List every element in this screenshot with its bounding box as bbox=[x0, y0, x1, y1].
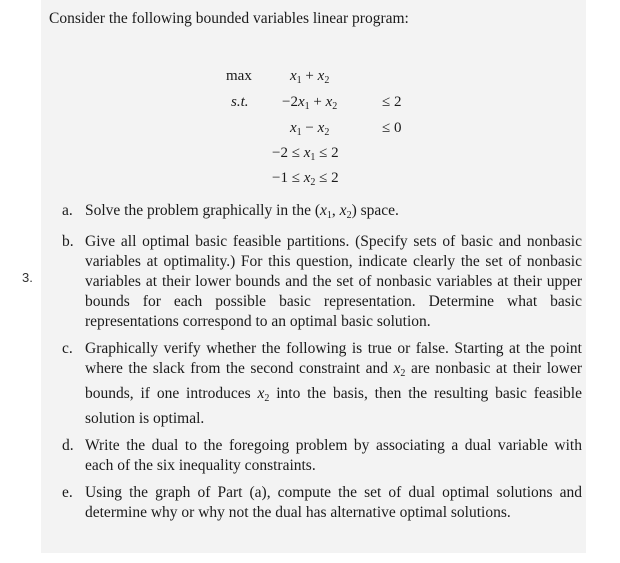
part-a: a. Solve the problem graphically in the ($x_1$, $x_2$) space. bbox=[62, 202, 399, 221]
part-label: b. bbox=[62, 233, 74, 250]
bound-x2: $-1 \le x_2 \le 2$ bbox=[272, 170, 339, 188]
part-text: Write the dual to the foregoing problem by associating a dual variable with each of the six inequality constraints. bbox=[85, 437, 582, 474]
problem-parts bbox=[62, 201, 582, 528]
constraint-1-rhs: ≤ 2 bbox=[382, 94, 402, 110]
problem-intro: Consider the following bounded variables linear program: bbox=[49, 10, 409, 27]
constraint-2-lhs: $x_1 - x_2$ bbox=[290, 120, 330, 138]
part-text: Give all optimal basic feasible partitions. (Specify sets of basic and nonbasic variables at optimality.) For this question, indicate clearly the set of nonbasic variables at their lower bounds and the set of nonbasic variables at their upper bounds for each possible basic representation. Determine what basic representations correspond to an optimal basic solution. bbox=[85, 233, 582, 330]
bound-x1: $-2 \le x_1 \le 2$ bbox=[272, 145, 339, 163]
max-label: max bbox=[226, 68, 252, 84]
part-label: e. bbox=[62, 484, 73, 501]
part-b bbox=[62, 232, 582, 332]
part-e bbox=[62, 483, 582, 523]
part-c: c. Graphically verify whether the following is true or false. Starting at the point where the slack from the second constraint and $x_2$ are nonbasic at their lower bounds, if one introduces $x_2$ into the basis, then the resulting basic feasible solution is optimal. bbox=[62, 340, 582, 427]
part-label: d. bbox=[62, 437, 74, 454]
problem-number: 3. bbox=[22, 270, 33, 285]
part-label: c. bbox=[62, 340, 73, 357]
constraint-1-lhs: $-2x_1 + x_2$ bbox=[282, 94, 338, 112]
objective-function: $x_1 + x_2$ bbox=[290, 68, 330, 86]
part-text: Using the graph of Part (a), compute the set of dual optimal solutions and determine why or why not the dual has alternative optimal solutions. bbox=[85, 484, 582, 521]
st-label: s.t. bbox=[231, 94, 249, 110]
part-label: a. bbox=[62, 202, 73, 219]
part-d bbox=[62, 436, 582, 476]
constraint-2-rhs: ≤ 0 bbox=[382, 120, 402, 136]
